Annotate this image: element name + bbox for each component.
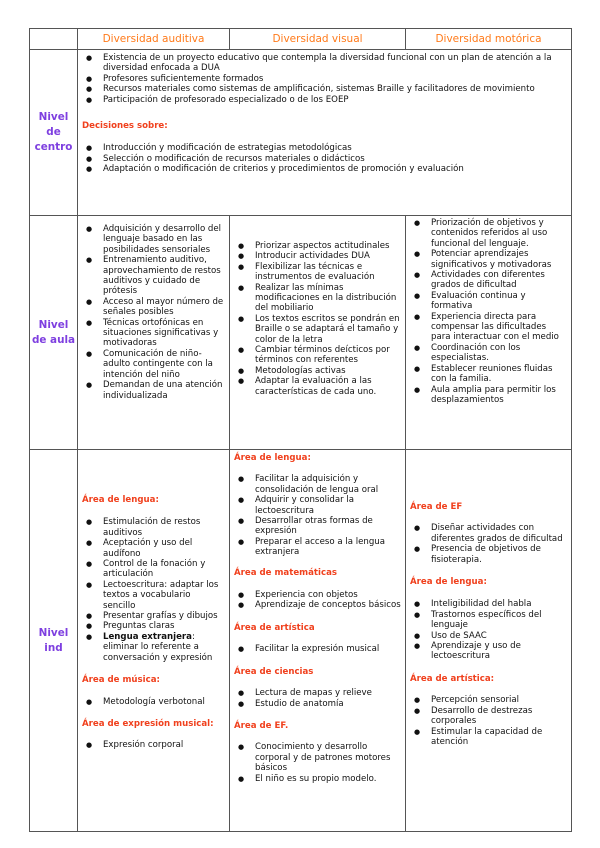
diversity-table bbox=[29, 28, 572, 832]
list-item: ● Conocimiento y desarrollo corporal y de patrones motores básicos bbox=[255, 742, 401, 773]
row-label-line: Nivel bbox=[38, 626, 69, 639]
list-item: ● Facilitar la expresión musical bbox=[255, 644, 401, 654]
aula-visual-list bbox=[230, 241, 401, 397]
list-item: ● Aprendizaje de conceptos básicos bbox=[255, 600, 401, 610]
list-item: ● Priorizar aspectos actitudinales bbox=[255, 241, 401, 251]
row-label-centro bbox=[30, 50, 78, 216]
section-title: Área de lengua: bbox=[82, 495, 159, 505]
ind-auditiva-expresion bbox=[78, 740, 225, 750]
list-item: ● Entrenamiento auditivo, aprovechamiento de restos auditivos y cuidado de prótesis bbox=[103, 255, 225, 297]
row-ind bbox=[30, 450, 572, 832]
aula-motorica-list bbox=[406, 218, 567, 405]
ind-visual-lengua bbox=[230, 474, 401, 557]
list-item: ● Potenciar aprendizajes significativos y motivadoras bbox=[431, 249, 567, 270]
header-auditiva: Diversidad auditiva bbox=[78, 29, 230, 50]
list-item: ● Experiencia directa para compensar las dificultades para interactuar con el medio bbox=[431, 312, 567, 343]
list-item: ● Acceso al mayor número de señales posibles bbox=[103, 297, 225, 318]
list-item: ● Presentar grafías y dibujos bbox=[103, 611, 225, 621]
list-item: ● Priorización de objetivos y contenidos referidos al uso funcional del lenguaje. bbox=[431, 218, 567, 249]
list-item: ● Lectoescritura: adaptar los textos a vocabulario sencillo bbox=[103, 580, 225, 611]
centro-content bbox=[78, 50, 572, 216]
item-text: : eliminar lo referente a conversación y expresión bbox=[103, 631, 213, 663]
corner-cell bbox=[30, 29, 78, 50]
section-title: Área de matemáticas bbox=[234, 567, 337, 578]
ind-motorica-ef bbox=[406, 523, 567, 565]
list-item: ● Establecer reuniones fluidas con la familia. bbox=[431, 364, 567, 385]
list-item: ● Actividades con diferentes grados de dificultad bbox=[431, 270, 567, 291]
list-item: ● Control de la fonación y articulación bbox=[103, 559, 225, 580]
ind-motorica-artistica bbox=[406, 695, 567, 747]
header-motorica: Diversidad motórica bbox=[406, 29, 572, 50]
ind-motorica-lengua bbox=[406, 599, 567, 661]
header-row bbox=[30, 29, 572, 50]
list-item: ● Experiencia con objetos bbox=[255, 590, 401, 600]
ind-motorica bbox=[406, 450, 572, 832]
list-item: ● Los textos escritos se pondrán en Braille o se adaptará el tamaño y color de la letra bbox=[255, 314, 401, 345]
row-centro bbox=[30, 50, 572, 216]
centro-list-1 bbox=[78, 53, 567, 105]
list-item: ● Recursos materiales como sistemas de amplificación, sistemas Braille y facilitadores de movimiento bbox=[103, 84, 567, 94]
section-title: Área de artística bbox=[234, 622, 315, 633]
ind-visual-ef bbox=[230, 742, 401, 784]
decisiones-title: Decisiones sobre: bbox=[82, 121, 168, 132]
list-item: ● Preguntas claras bbox=[103, 621, 225, 631]
list-item: ● Percepción sensorial bbox=[431, 695, 567, 705]
list-item: ● Aula amplia para permitir los desplazamientos bbox=[431, 385, 567, 406]
row-label-line: Nivel bbox=[38, 318, 69, 331]
ind-visual-mate bbox=[230, 590, 401, 611]
list-item: ● El niño es su propio modelo. bbox=[255, 774, 401, 784]
list-item: ● Selección o modificación de recursos materiales o didácticos bbox=[103, 154, 567, 164]
list-item: ● Adquisición y desarrollo del lenguaje basado en las posibilidades sensoriales bbox=[103, 224, 225, 255]
list-item: ● Uso de SAAC bbox=[431, 631, 567, 641]
ind-visual-artistica bbox=[230, 644, 401, 654]
list-item: ● Aprendizaje y uso de lectoescritura bbox=[431, 641, 567, 662]
list-item: ● Profesores suficientemente formados bbox=[103, 74, 567, 84]
ind-auditiva-lengua bbox=[78, 517, 225, 663]
list-item: ● Inteligibilidad del habla bbox=[431, 599, 567, 609]
list-item: ● Aceptación y uso del audífono bbox=[103, 538, 225, 559]
aula-auditiva bbox=[78, 216, 230, 450]
aula-visual bbox=[230, 216, 406, 450]
list-item: ● Participación de profesorado especializado o de los EOEP bbox=[103, 95, 567, 105]
row-label-ind bbox=[30, 450, 78, 832]
list-item: ● Adquirir y consolidar la lectoescritura bbox=[255, 495, 401, 516]
list-item: ● Lectura de mapas y relieve bbox=[255, 688, 401, 698]
list-item: ● Introducción y modificación de estrategias metodológicas bbox=[103, 143, 567, 153]
row-label-line: Nivel bbox=[38, 111, 69, 123]
list-item: ● Coordinación con los especialistas. bbox=[431, 343, 567, 364]
list-item: ● Técnicas ortofónicas en situaciones significativas y motivadoras bbox=[103, 318, 225, 349]
list-item: ● Presencia de objetivos de fisioterapia. bbox=[431, 544, 567, 565]
list-item: ● Adaptación o modificación de criterios y procedimientos de promoción y evaluación bbox=[103, 164, 567, 174]
row-label-line: de aula bbox=[31, 333, 76, 346]
bold-label: Lengua extranjera bbox=[103, 631, 192, 642]
list-item: ● Desarrollar otras formas de expresión bbox=[255, 516, 401, 537]
list-item: ● Evaluación continua y formativa bbox=[431, 291, 567, 312]
ind-visual bbox=[230, 450, 406, 832]
section-title: Área de artística: bbox=[410, 673, 495, 684]
section-title: Área de lengua: bbox=[234, 453, 311, 463]
list-item: ● Cambiar términos deícticos por términos con referentes bbox=[255, 345, 401, 366]
list-item: ● Estudio de anatomía bbox=[255, 699, 401, 709]
list-item: ● Metodologías activas bbox=[255, 366, 401, 376]
section-title: Área de expresión musical: bbox=[82, 718, 214, 729]
section-title: Área de lengua: bbox=[410, 577, 487, 588]
list-item: ● Comunicación de niño-adulto contingente con la intención del niño bbox=[103, 349, 225, 380]
list-item: ● Introducir actividades DUA bbox=[255, 251, 401, 261]
list-item: ● Trastornos específicos del lenguaje bbox=[431, 610, 567, 631]
list-item: ● Desarrollo de destrezas corporales bbox=[431, 706, 567, 727]
section-title: Área de EF. bbox=[234, 720, 289, 731]
list-item: ● Existencia de un proyecto educativo que contempla la diversidad funcional con un plan de atención a la diversidad enfocada a DUA bbox=[103, 53, 567, 74]
section-title: Área de EF bbox=[410, 502, 463, 512]
header-visual: Diversidad visual bbox=[230, 29, 406, 50]
list-item: ● Flexibilizar las técnicas e instrumentos de evaluación bbox=[255, 262, 401, 283]
row-aula bbox=[30, 216, 572, 450]
row-label-line: ind bbox=[44, 641, 63, 654]
section-title: Área de música: bbox=[82, 675, 160, 686]
row-label-line: de bbox=[46, 126, 61, 138]
aula-motorica bbox=[406, 216, 572, 450]
list-item: ● Demandan de una atención individualizada bbox=[103, 380, 225, 401]
list-item: ● Preparar el acceso a la lengua extranjera bbox=[255, 537, 401, 558]
list-item bbox=[103, 632, 225, 663]
section-title: Área de ciencias bbox=[234, 666, 314, 677]
row-label-line: centro bbox=[34, 141, 73, 153]
centro-list-2 bbox=[78, 143, 567, 174]
ind-visual-ciencias bbox=[230, 688, 401, 709]
list-item: ● Diseñar actividades con diferentes grados de dificultad bbox=[431, 523, 567, 544]
list-item: ● Expresión corporal bbox=[103, 740, 225, 750]
ind-auditiva bbox=[78, 450, 230, 832]
list-item: ● Estimular la capacidad de atención bbox=[431, 727, 567, 748]
ind-auditiva-musica bbox=[78, 697, 225, 707]
list-item: ● Metodología verbotonal bbox=[103, 697, 225, 707]
aula-auditiva-list bbox=[78, 224, 225, 401]
row-label-aula bbox=[30, 216, 78, 450]
list-item: ● Facilitar la adquisición y consolidación de lengua oral bbox=[255, 474, 401, 495]
list-item: ● Estimulación de restos auditivos bbox=[103, 517, 225, 538]
list-item: ● Realizar las mínimas modificaciones en la distribución del mobiliario bbox=[255, 283, 401, 314]
list-item: ● Adaptar la evaluación a las características de cada uno. bbox=[255, 376, 401, 397]
